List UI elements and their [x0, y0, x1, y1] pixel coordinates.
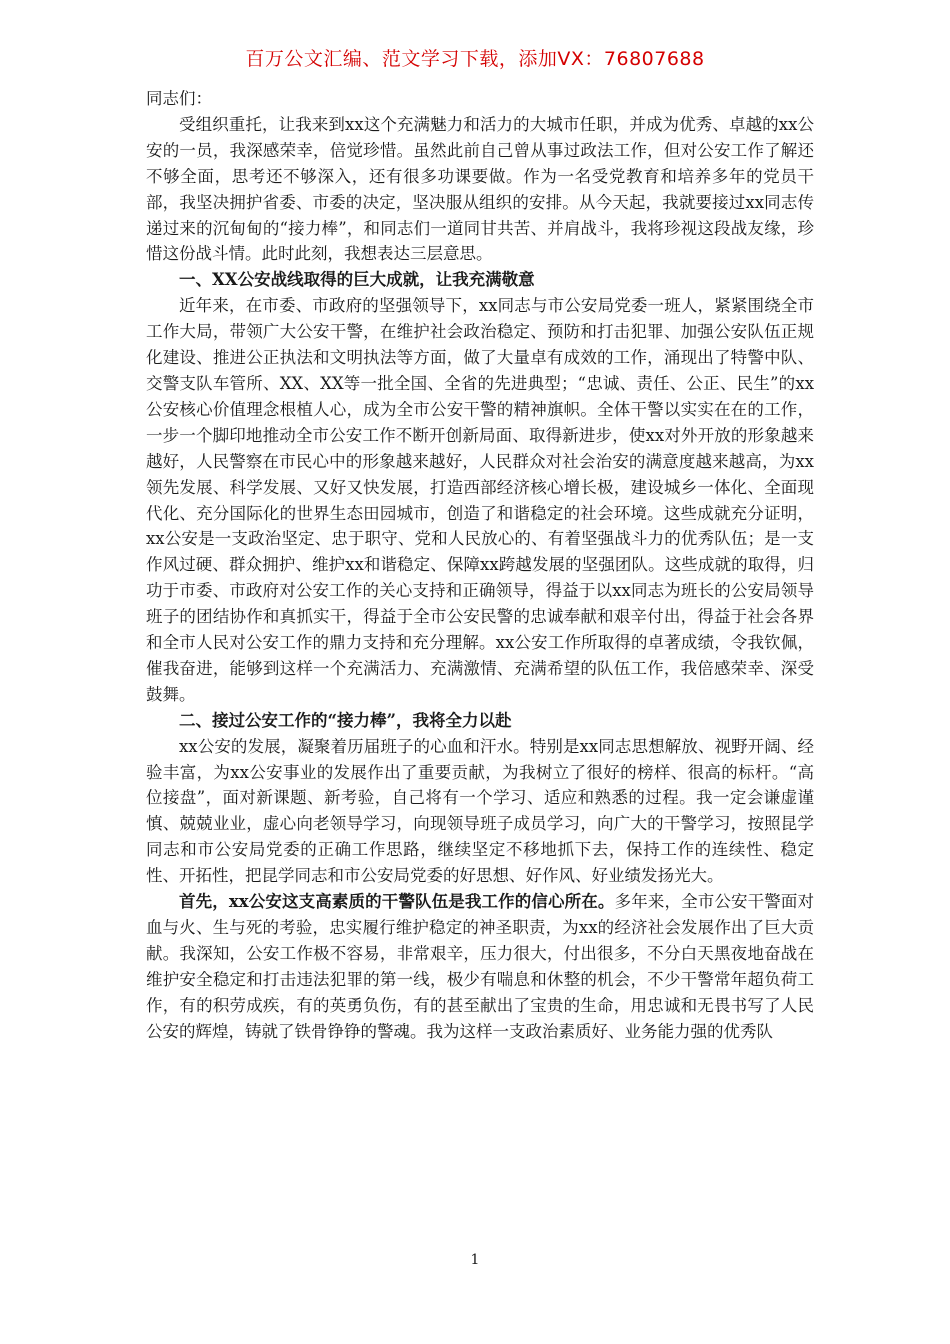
salutation: 同志们： — [146, 89, 212, 108]
section-heading-2: 二、接过公安工作的“接力棒”，我将全力以赴 — [179, 710, 512, 730]
section-heading-1: 一、XX公安战线取得的巨大成就，让我充满敬意 — [179, 270, 535, 290]
paragraph-body-text: 多年来，全市公安干警面对血与火、生与死的考验，忠实履行维护稳定的神圣职责，为xx的经济社会发展作出了巨大贡献。我深知，公安工作极不容易，非常艰辛，压力很大，付出很多，不分白天黑夜地奋战在维护安全稳定和打击违法犯罪的第一线，极少有喘息和休整的机会，不少干警常年超负荷工作，有的积劳成疾，有的英勇负伤，有的甚至献出了宝贵的生命，用忠诚和无畏书写了人民公安的辉煌，铸就了铁骨铮铮的警魂。我为这样一支政治素质好、业务能力强的优秀队 — [146, 892, 814, 1041]
page-number: 1 — [470, 1252, 480, 1268]
speech-body — [146, 86, 814, 1045]
paragraph-lead-sentence: 首先，xx公安这支高素质的干警队伍是我工作的信心所在。 — [179, 892, 615, 912]
paragraph-intro: 受组织重托，让我来到xx这个充满魅力和活力的大城市任职，并成为优秀、卓越的xx公安的一员，我深感荣幸，倍觉珍惜。虽然此前自己曾从事过政法工作，但对公安工作了解还不够全面，思考还不够深入，还有很多功课要做。作为一名受党教育和培养多年的党员干部，我坚决拥护省委、市委的决定，坚决服从组织的安排。从今天起，我就要接过xx同志传递过来的沉甸甸的“接力棒”，和同志们一道同甘共苦、并肩战斗，我将珍视这段战友缘，珍惜这份战斗情。此时此刻，我想表达三层意思。 — [146, 114, 814, 264]
paragraph-baton: xx公安的发展，凝聚着历届班子的心血和汗水。特别是xx同志思想解放、视野开阔、经验丰富，为xx公安事业的发展作出了重要贡献，为我树立了很好的榜样、很高的标杆。“高位接盘”，面对新课题、新考验，自己将有一个学习、适应和熟悉的过程。我一定会谦虚谨慎、兢兢业业，虚心向老领导学习，向现领导班子成员学习，向广大的干警学习，按照昆学同志和市公安局党委的正确工作思路，继续坚定不移地抓下去，保持工作的连续性、稳定性、开拓性，把昆学同志和市公安局党委的好思想、好作风、好业绩发扬光大。 — [146, 736, 814, 886]
download-banner: 百万公文汇编、范文学习下载，添加VX：76807688 — [245, 48, 705, 70]
paragraph-confidence — [146, 889, 814, 1044]
paragraph-achievements: 近年来，在市委、市政府的坚强领导下，xx同志与市公安局党委一班人，紧紧围绕全市工作大局，带领广大公安干警，在维护社会政治稳定、预防和打击犯罪、加强公安队伍正规化建设、推进公正执法和文明执法等方面，做了大量卓有成效的工作，涌现出了特警中队、交警支队车管所、XX、XX等一批全国、全省的先进典型；“忠诚、责任、公正、民生”的xx公安核心价值理念根植人心，成为全市公安干警的精神旗帜。全体干警以实实在在的工作，一步一个脚印地推动全市公安工作不断开创新局面、取得新进步，使xx对外开放的形象越来越好，人民警察在市民心中的形象越来越好，人民群众对社会治安的满意度越来越高，为xx领先发展、科学发展、又好又快发展，打造西部经济核心增长极，建设城乡一体化、全面现代化、充分国际化的世界生态田园城市，创造了和谐稳定的社会环境。这些成就充分证明，xx公安是一支政治坚定、忠于职守、党和人民放心的、有着坚强战斗力的优秀队伍；是一支作风过硬、群众拥护、维护xx和谐稳定、保障xx跨越发展的坚强团队。这些成就的取得，归功于市委、市政府对公安工作的关心支持和正确领导，得益于以xx同志为班长的公安局领导班子的团结协作和真抓实干，得益于全市公安民警的忠诚奉献和艰辛付出，得益于社会各界和全市人民对公安工作的鼎力支持和充分理解。xx公安工作所取得的卓著成绩，令我钦佩，催我奋进，能够到这样一个充满活力、充满激情、充满希望的队伍工作，我倍感荣幸、深受鼓舞。 — [146, 296, 814, 704]
